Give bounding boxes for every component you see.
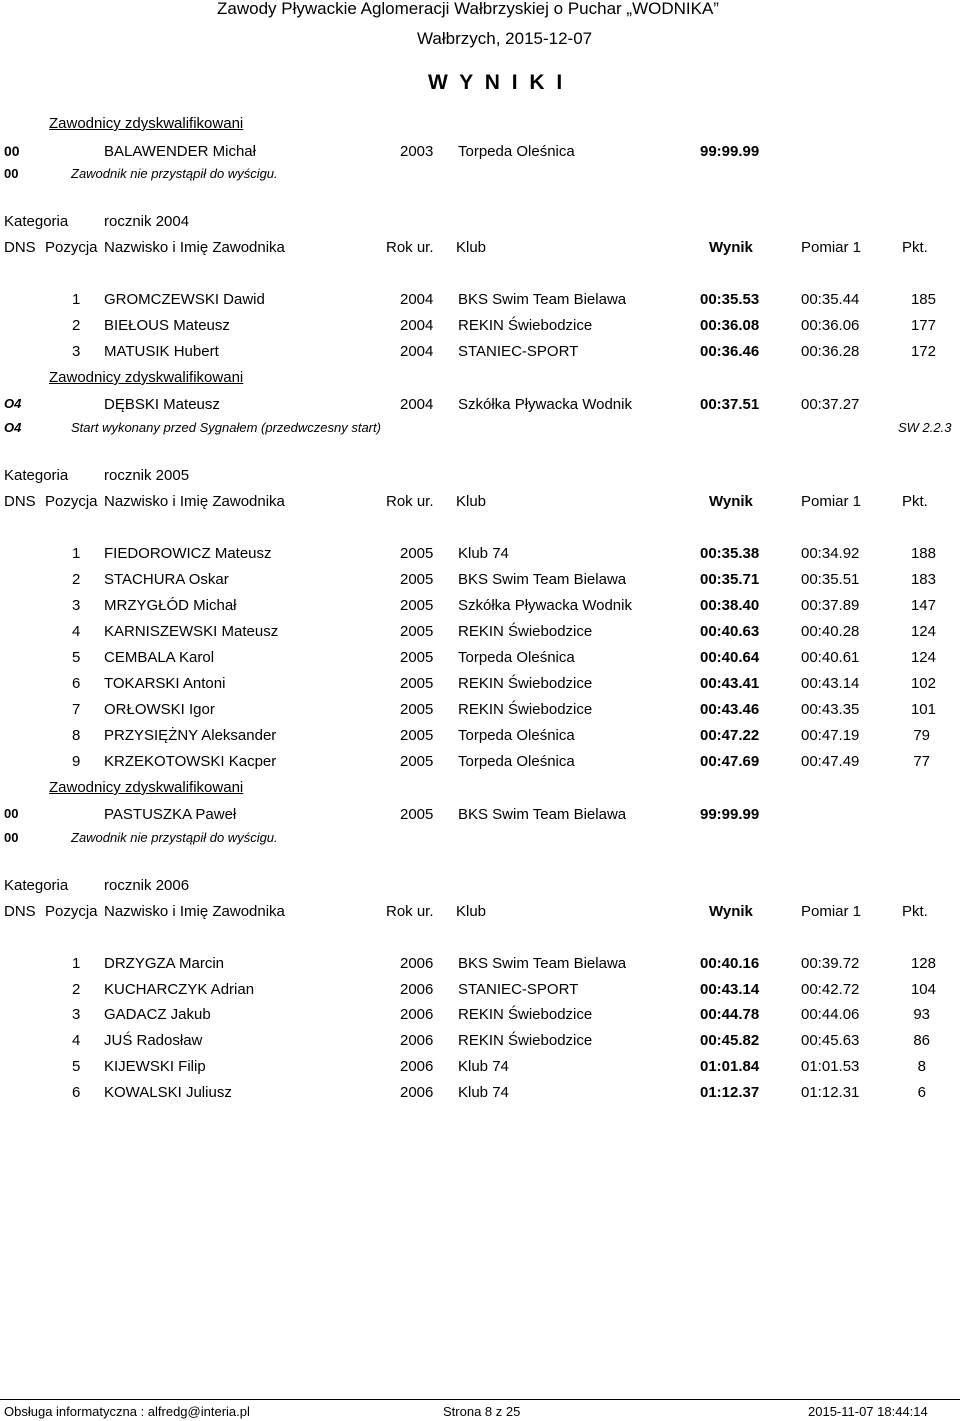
row-pos: 2 [72,981,81,998]
dq-note-text: Zawodnik nie przystąpił do wyścigu. [71,830,278,845]
dq-code: 00 [4,806,19,821]
row-result: 00:47.22 [700,727,760,744]
row-split: 00:39.72 [801,955,860,972]
col-result: Wynik [709,493,753,510]
place-date: Wałbrzych, 2015-12-07 [417,29,593,48]
row-pts: 128 [910,955,936,972]
row-pos: 3 [72,1006,81,1023]
row-pos: 3 [72,343,81,360]
row-pts: 124 [910,649,936,666]
row-result: 00:43.46 [700,701,760,718]
col-split: Pomiar 1 [801,903,862,920]
row-pts: 185 [910,291,936,308]
dq-heading: Zawodnicy zdyskwalifikowani [49,115,244,132]
row-result: 00:43.14 [700,981,760,998]
col-pos: Pozycja [45,493,98,510]
footer-page: Strona 8 z 25 [443,1404,521,1419]
dq-result: 00:37.51 [700,396,760,413]
row-pts: 79 [913,727,930,744]
dq-year: 2004 [400,396,434,413]
row-pos: 1 [72,545,81,562]
row-split: 00:36.06 [801,317,860,334]
col-club: Klub [456,493,487,510]
row-year: 2005 [400,545,434,562]
row-pts: 177 [910,317,936,334]
row-split: 00:47.19 [801,727,860,744]
dq-name: BALAWENDER Michał [104,143,256,160]
col-year: Rok ur. [386,239,434,256]
row-split: 00:43.35 [801,701,860,718]
col-dns: DNS [4,903,36,920]
row-name: JUŚ Radosław [104,1032,203,1049]
col-name: Nazwisko i Imię Zawodnika [104,239,285,256]
row-year: 2006 [400,1084,434,1101]
row-split: 00:42.72 [801,981,860,998]
row-club: BKS Swim Team Bielawa [458,571,627,588]
row-name: MRZYGŁÓD Michał [104,597,237,614]
row-club: STANIEC-SPORT [458,343,579,360]
row-club: Klub 74 [458,1058,509,1075]
row-year: 2005 [400,727,434,744]
row-name: BIEŁOUS Mateusz [104,317,230,334]
col-result: Wynik [709,239,753,256]
row-pts: 172 [910,343,936,360]
col-club: Klub [456,903,487,920]
dq-name: PASTUSZKA Paweł [104,806,237,823]
row-club: REKIN Świebodzice [458,701,593,718]
row-club: REKIN Świebodzice [458,1032,593,1049]
row-name: GADACZ Jakub [104,1006,211,1023]
row-name: GROMCZEWSKI Dawid [104,291,265,308]
row-pos: 4 [72,623,81,640]
row-pts: 93 [913,1006,930,1023]
row-split: 00:45.63 [801,1032,860,1049]
row-year: 2004 [400,317,434,334]
row-name: TOKARSKI Antoni [104,675,226,692]
dq-name: DĘBSKI Mateusz [104,396,220,413]
row-name: KUCHARCZYK Adrian [104,981,255,998]
row-club: Klub 74 [458,545,509,562]
row-result: 00:40.64 [700,649,760,666]
category-value: rocznik 2004 [104,213,190,230]
row-result: 00:36.08 [700,317,760,334]
row-pos: 6 [72,675,81,692]
row-year: 2005 [400,571,434,588]
row-year: 2006 [400,1032,434,1049]
category-label: Kategoria [4,467,69,484]
col-year: Rok ur. [386,493,434,510]
row-split: 00:34.92 [801,545,860,562]
row-pos: 5 [72,649,81,666]
dq-note-code: 00 [4,166,19,181]
row-pos: 5 [72,1058,81,1075]
row-result: 00:40.16 [700,955,760,972]
row-pos: 7 [72,701,81,718]
row-pos: 4 [72,1032,81,1049]
col-pos: Pozycja [45,903,98,920]
col-pts: Pkt. [902,903,928,920]
row-year: 2005 [400,597,434,614]
row-year: 2005 [400,623,434,640]
col-dns: DNS [4,493,36,510]
row-club: BKS Swim Team Bielawa [458,291,627,308]
row-result: 00:38.40 [700,597,760,614]
row-pts: 188 [910,545,936,562]
col-year: Rok ur. [386,903,434,920]
dq-code: O4 [4,396,22,411]
row-name: FIEDOROWICZ Mateusz [104,545,272,562]
row-pos: 2 [72,317,81,334]
row-pts: 102 [910,675,936,692]
row-year: 2006 [400,1058,434,1075]
category-label: Kategoria [4,877,69,894]
row-split: 00:36.28 [801,343,860,360]
row-year: 2005 [400,753,434,770]
dq-heading: Zawodnicy zdyskwalifikowani [49,369,244,386]
dq-heading: Zawodnicy zdyskwalifikowani [49,779,244,796]
row-year: 2006 [400,1006,434,1023]
row-result: 00:43.41 [700,675,760,692]
row-split: 01:12.31 [801,1084,860,1101]
row-year: 2005 [400,675,434,692]
row-split: 00:37.89 [801,597,860,614]
row-pts: 124 [910,623,936,640]
event-title: Zawody Pływackie Aglomeracji Wałbrzyskiej o Puchar „WODNIKA” [217,0,719,18]
row-name: ORŁOWSKI Igor [104,701,215,718]
row-pts: 8 [917,1058,926,1075]
dq-result: 99:99.99 [700,143,760,160]
col-name: Nazwisko i Imię Zawodnika [104,493,285,510]
dq-split: 00:37.27 [801,396,860,413]
dq-club: BKS Swim Team Bielawa [458,806,627,823]
row-pos: 1 [72,291,81,308]
row-pos: 1 [72,955,81,972]
results-title: W Y N I K I [428,71,566,94]
row-split: 00:43.14 [801,675,860,692]
dq-note-text: Start wykonany przed Sygnałem (przedwczesny start) [71,420,381,435]
row-pts: 104 [910,981,936,998]
row-name: MATUSIK Hubert [104,343,219,360]
row-split: 00:40.61 [801,649,860,666]
row-club: Torpeda Oleśnica [458,727,575,744]
row-result: 00:35.71 [700,571,760,588]
row-club: REKIN Świebodzice [458,317,593,334]
row-club: REKIN Świebodzice [458,623,593,640]
row-result: 01:12.37 [700,1084,760,1101]
row-pos: 2 [72,571,81,588]
col-pts: Pkt. [902,493,928,510]
row-year: 2004 [400,291,434,308]
row-club: Torpeda Oleśnica [458,649,575,666]
row-pts: 147 [910,597,936,614]
row-pts: 77 [913,753,930,770]
col-dns: DNS [4,239,36,256]
row-name: DRZYGZA Marcin [104,955,225,972]
row-pts: 6 [917,1084,926,1101]
row-result: 00:36.46 [700,343,760,360]
col-name: Nazwisko i Imię Zawodnika [104,903,285,920]
col-pos: Pozycja [45,239,98,256]
category-label: Kategoria [4,213,69,230]
row-split: 00:44.06 [801,1006,860,1023]
row-name: KOWALSKI Juliusz [104,1084,232,1101]
row-pos: 8 [72,727,81,744]
row-split: 00:35.44 [801,291,860,308]
row-pos: 9 [72,753,81,770]
row-result: 00:40.63 [700,623,760,640]
row-year: 2006 [400,981,434,998]
row-year: 2004 [400,343,434,360]
row-pts: 183 [910,571,936,588]
col-split: Pomiar 1 [801,239,862,256]
dq-note-text: Zawodnik nie przystąpił do wyścigu. [71,166,278,181]
dq-note-code: O4 [4,420,22,435]
row-year: 2005 [400,649,434,666]
col-split: Pomiar 1 [801,493,862,510]
row-club: REKIN Świebodzice [458,1006,593,1023]
row-result: 00:47.69 [700,753,760,770]
footer-divider [0,1399,960,1400]
dq-note-code: 00 [4,830,19,845]
row-result: 00:45.82 [700,1032,760,1049]
row-result: 00:35.53 [700,291,760,308]
row-pts: 101 [910,701,936,718]
row-club: Torpeda Oleśnica [458,753,575,770]
footer-author: Obsługa informatyczna : alfredg@interia.pl [4,1404,250,1419]
row-result: 00:35.38 [700,545,760,562]
col-result: Wynik [709,903,753,920]
row-pos: 6 [72,1084,81,1101]
row-name: STACHURA Oskar [104,571,229,588]
row-club: STANIEC-SPORT [458,981,579,998]
row-split: 01:01.53 [801,1058,860,1075]
row-pts: 86 [913,1032,930,1049]
row-split: 00:40.28 [801,623,860,640]
row-name: PRZYSIĘŻNY Aleksander [104,727,277,744]
row-split: 00:35.51 [801,571,860,588]
dq-year: 2003 [400,143,434,160]
row-name: KRZEKOTOWSKI Kacper [104,753,277,770]
col-pts: Pkt. [902,239,928,256]
category-value: rocznik 2005 [104,467,190,484]
row-pos: 3 [72,597,81,614]
row-club: Szkółka Pływacka Wodnik [458,597,632,614]
row-result: 00:44.78 [700,1006,760,1023]
category-value: rocznik 2006 [104,877,190,894]
row-name: KARNISZEWSKI Mateusz [104,623,279,640]
dq-year: 2005 [400,806,434,823]
col-club: Klub [456,239,487,256]
row-split: 00:47.49 [801,753,860,770]
dq-rule: SW 2.2.3 [898,420,952,435]
row-name: KIJEWSKI Filip [104,1058,206,1075]
row-club: REKIN Świebodzice [458,675,593,692]
dq-code: 00 [4,143,20,159]
row-result: 01:01.84 [700,1058,760,1075]
footer-timestamp: 2015-11-07 18:44:14 [808,1404,928,1419]
row-club: Klub 74 [458,1084,509,1101]
dq-club: Szkółka Pływacka Wodnik [458,396,632,413]
row-year: 2006 [400,955,434,972]
row-club: BKS Swim Team Bielawa [458,955,627,972]
row-name: CEMBALA Karol [104,649,215,666]
row-year: 2005 [400,701,434,718]
dq-result: 99:99.99 [700,806,760,823]
dq-club: Torpeda Oleśnica [458,143,575,160]
